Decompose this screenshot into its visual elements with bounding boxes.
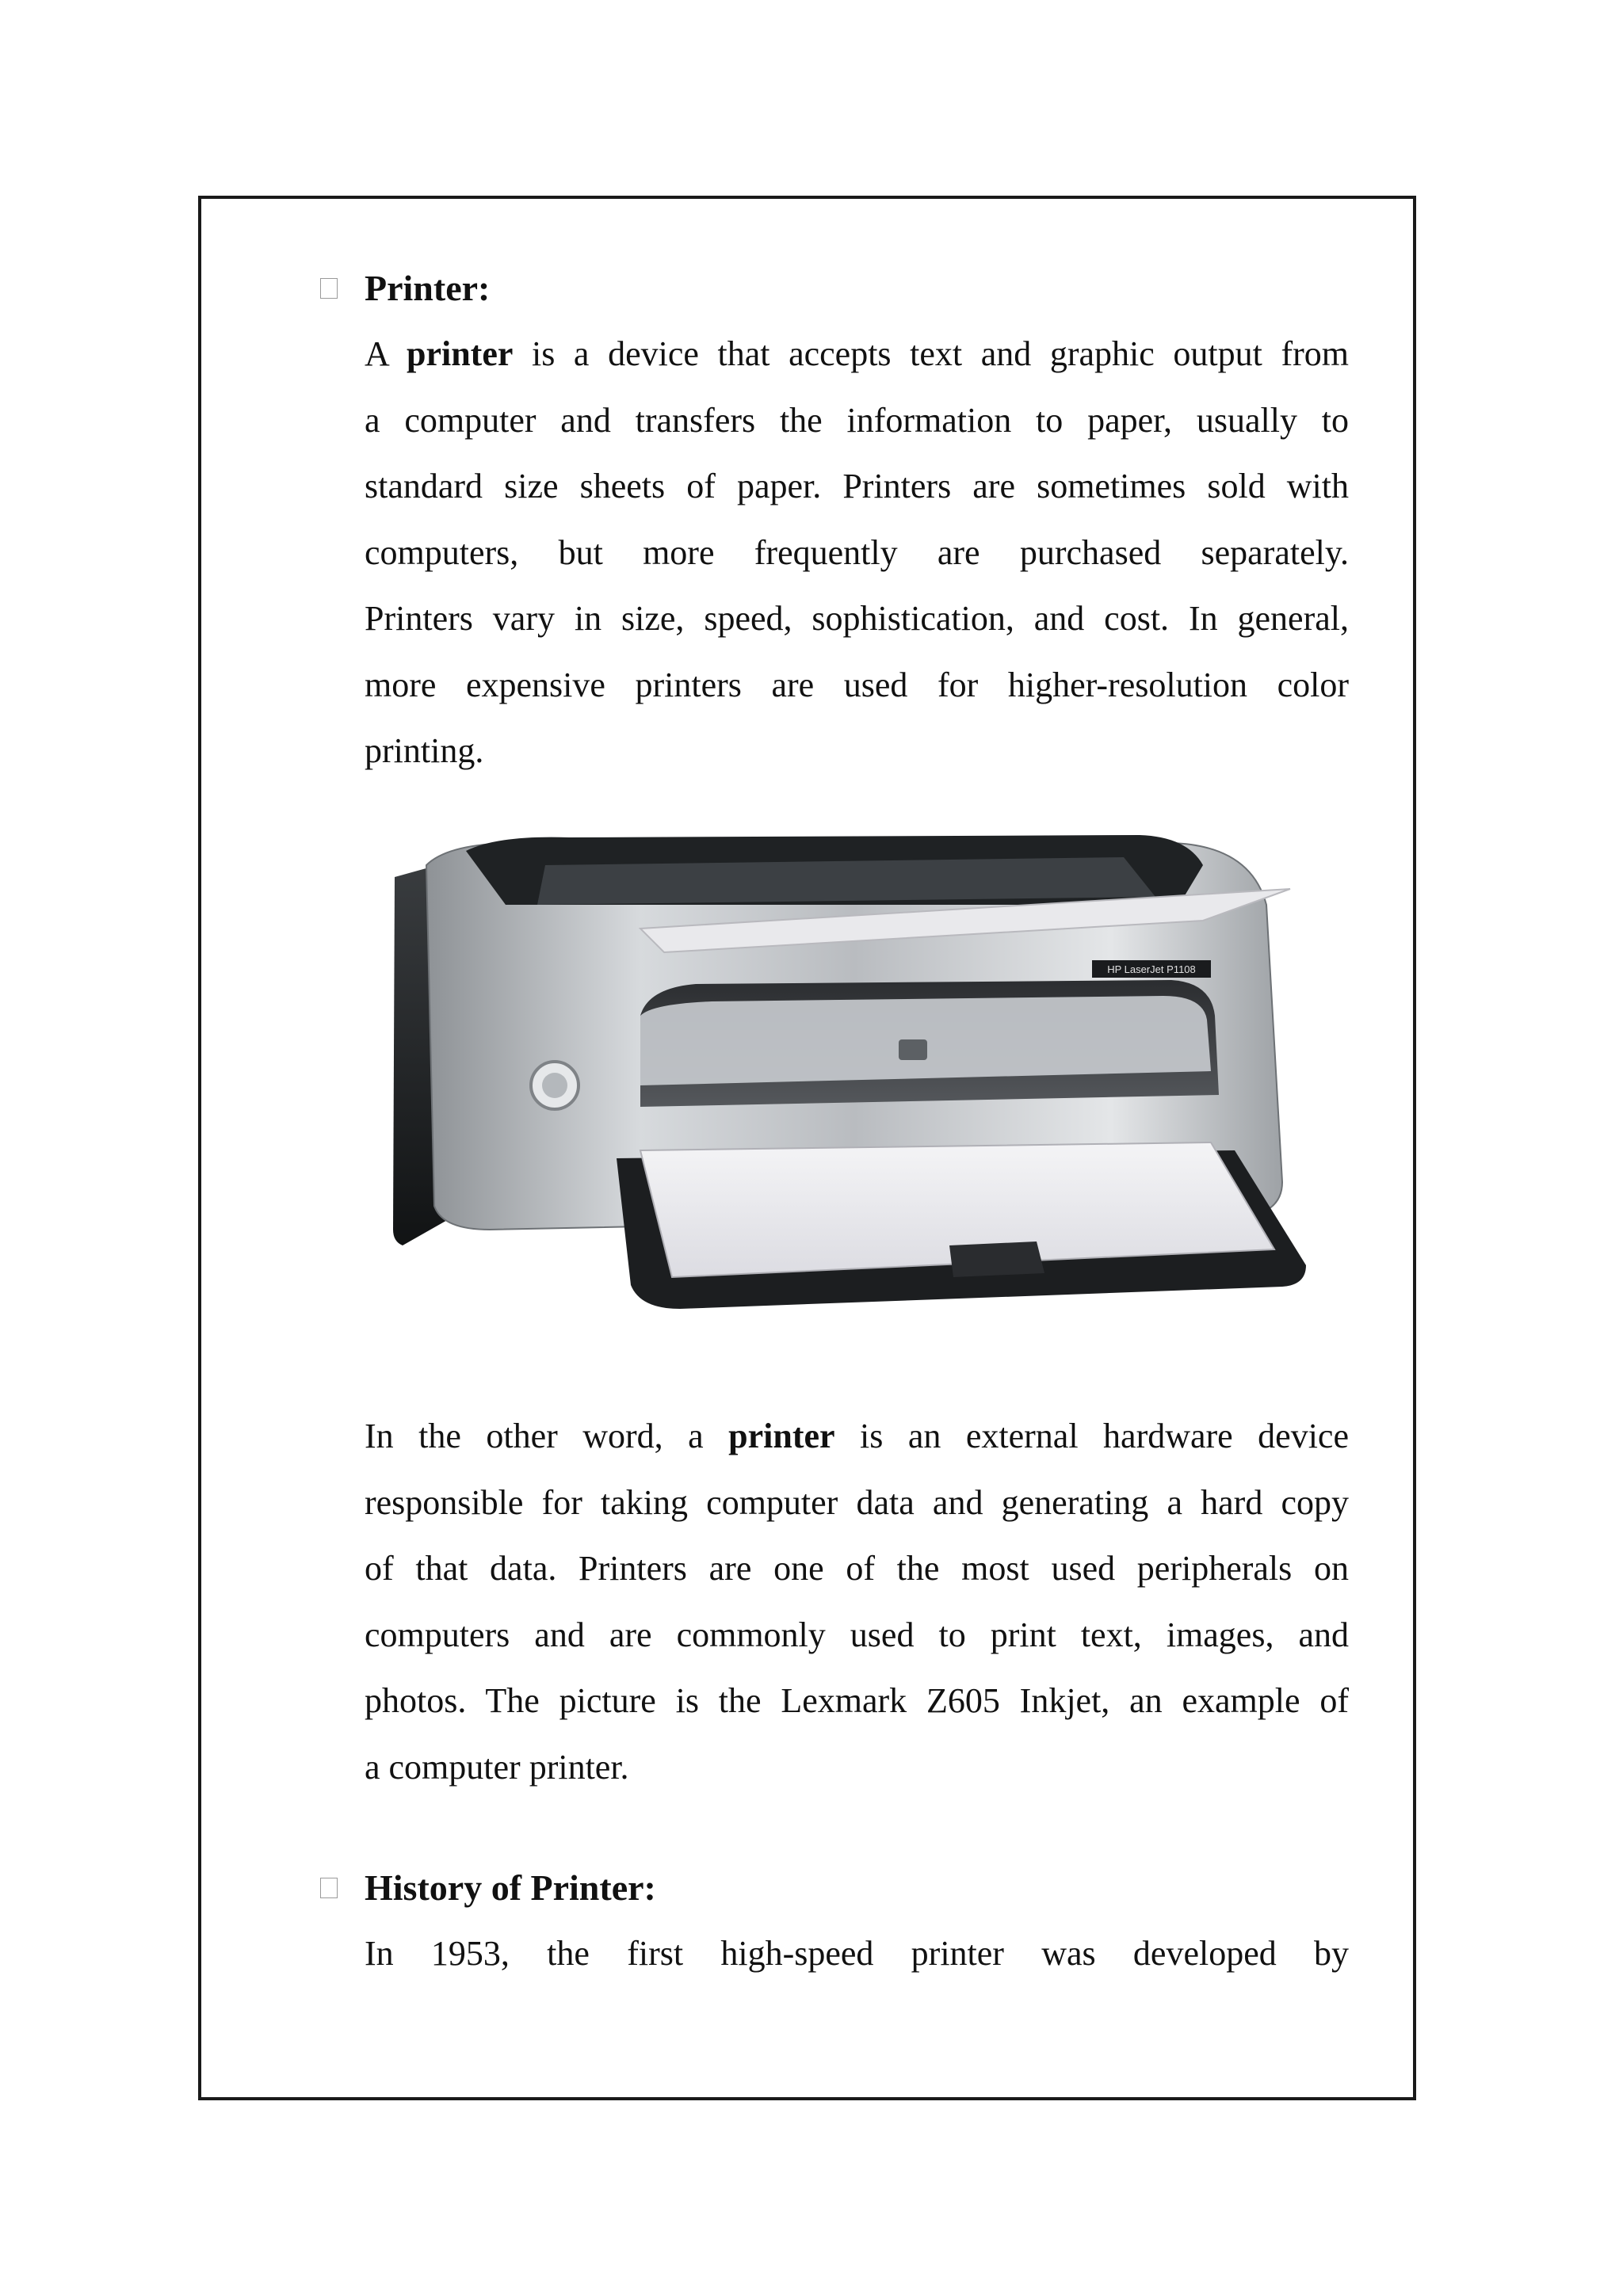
bullet-icon	[320, 278, 338, 299]
printer-image	[379, 833, 1339, 1341]
section-heading-printer	[320, 265, 490, 312]
heading-text: History of Printer:	[365, 1867, 656, 1908]
paragraph-history	[365, 1920, 1349, 1987]
model-label-text: HP LaserJet P1108	[1107, 963, 1196, 975]
bullet-icon	[320, 1878, 338, 1898]
heading-text: Printer:	[365, 268, 491, 308]
text-line: more expensive printers are used for higher-resolution color	[365, 665, 1349, 704]
text-line: photos. The picture is the Lexmark Z605 Inkjet, an example of	[365, 1681, 1349, 1720]
hp-logo	[899, 1039, 927, 1060]
tray-guide	[949, 1241, 1044, 1277]
text-line: In 1953, the first high-speed printer was developed by	[365, 1934, 1349, 1973]
text-line: a computer and transfers the information to paper, usually to	[365, 400, 1349, 440]
text-line: a computer printer.	[365, 1747, 629, 1787]
text-line: Printers vary in size, speed, sophistication, and cost. In general,	[365, 599, 1349, 638]
text-line: printing.	[365, 731, 484, 770]
text-line: A printer is a device that accepts text and graphic output from	[365, 334, 1349, 373]
text-line: In the other word, a printer is an external hardware device	[365, 1417, 1349, 1455]
paragraph-printer-definition	[365, 321, 1349, 784]
text-line: responsible for taking computer data and generating a hard copy	[365, 1482, 1349, 1522]
text-line: standard size sheets of paper. Printers are sometimes sold with	[365, 467, 1349, 505]
paragraph-printer-other-word	[365, 1403, 1349, 1800]
section-heading-history	[320, 1864, 656, 1912]
text-line: computers and are commonly used to print text, images, and	[365, 1615, 1349, 1654]
text-line: computers, but more frequently are purchased separately.	[365, 532, 1349, 572]
text-line: of that data. Printers are one of the most used peripherals on	[365, 1549, 1349, 1588]
